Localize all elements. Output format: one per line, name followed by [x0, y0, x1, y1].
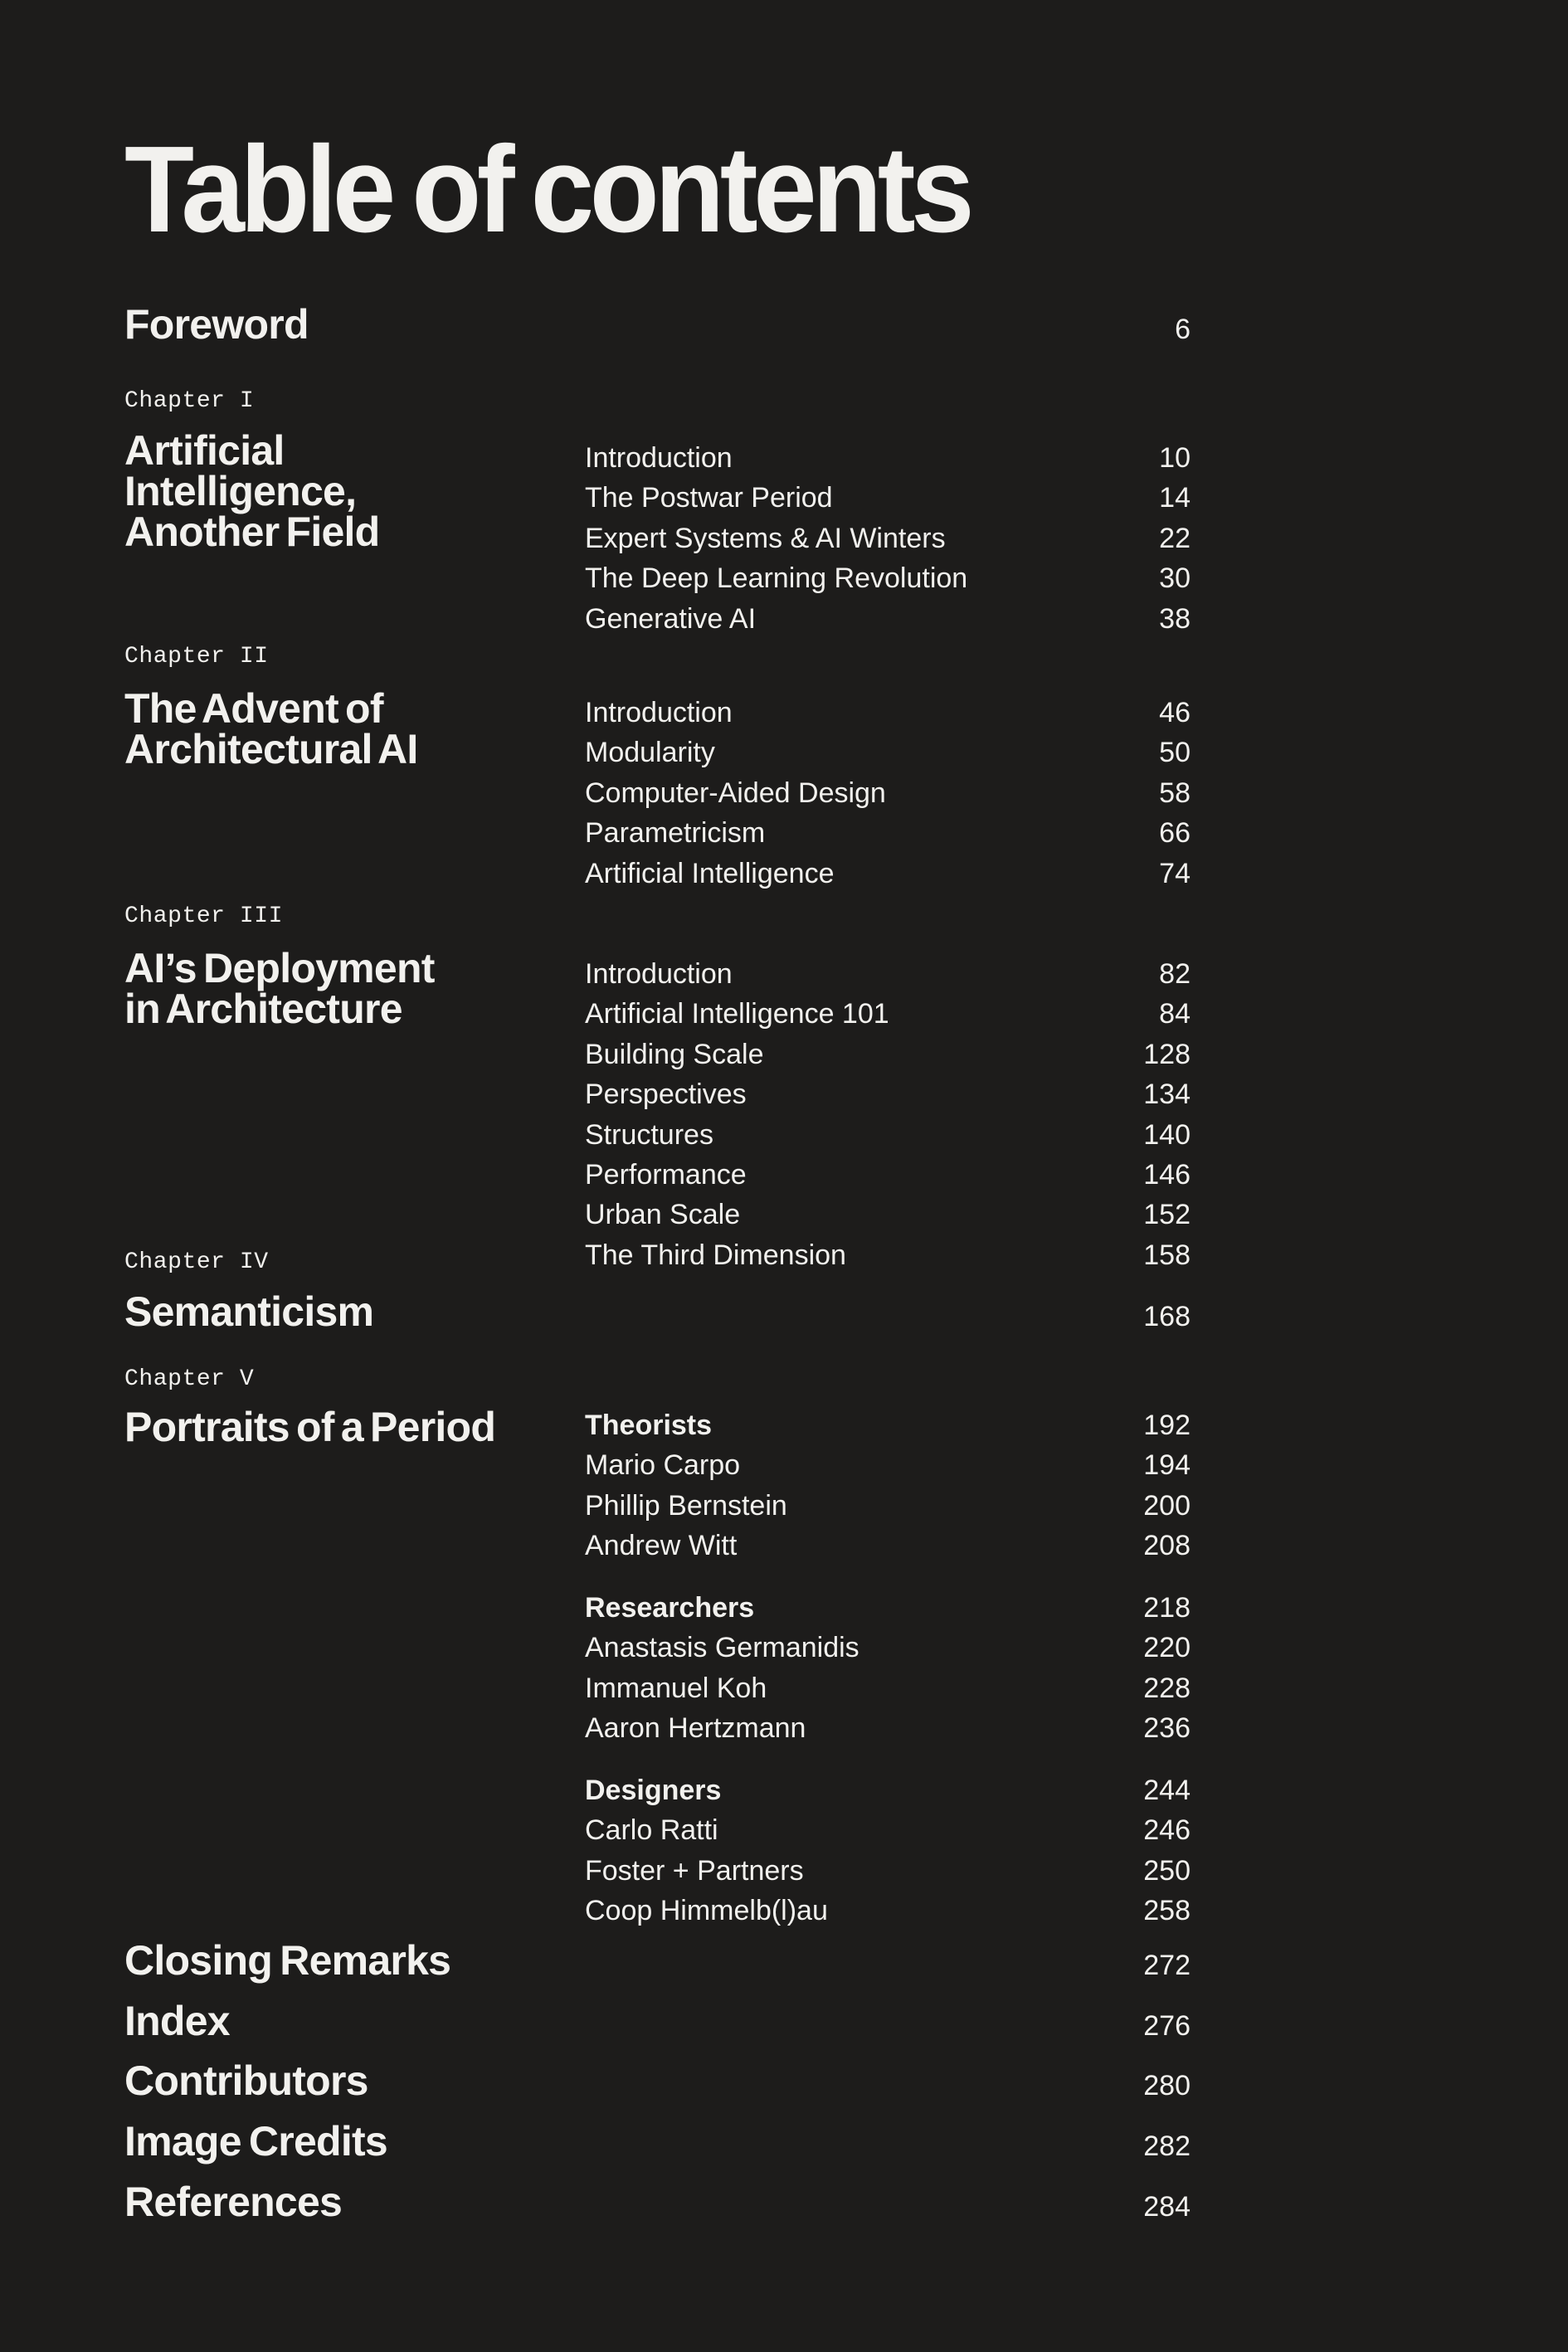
chapter-3-title [124, 945, 435, 1032]
toc-group-header-row [585, 1588, 1191, 1628]
toc-item-label: Immanuel Koh [585, 1672, 767, 1704]
toc-item-page-number: 14 [1159, 482, 1191, 514]
toc-group-header-label: Theorists [585, 1410, 713, 1441]
toc-group-header-label: Researchers [585, 1592, 755, 1624]
toc-item-row [585, 1195, 1191, 1234]
chapter-3-label: Chapter III [124, 903, 283, 929]
toc-item-label: Foster + Partners [585, 1854, 804, 1887]
backmatter-page-number: 282 [1143, 2130, 1191, 2163]
chapter-2-label: Chapter II [124, 644, 269, 670]
backmatter-page-number: 276 [1143, 2009, 1191, 2042]
toc-item-row [585, 1445, 1191, 1485]
toc-item-page-number: 58 [1159, 777, 1191, 809]
backmatter-label: Index [124, 1997, 230, 2044]
toc-item-page-number: 10 [1159, 442, 1191, 474]
chapter-5-group-designers [585, 1770, 1191, 1931]
toc-item-page-number: 208 [1143, 1530, 1191, 1562]
chapter-1-label: Chapter I [124, 388, 255, 414]
toc-item-label: Structures [585, 1118, 713, 1151]
toc-item-label: Computer-Aided Design [585, 777, 886, 809]
toc-group-header-label: Designers [585, 1775, 722, 1806]
toc-item-page-number: 146 [1143, 1158, 1191, 1191]
chapter-4-title: Semanticism [124, 1288, 374, 1335]
toc-item-label: Perspectives [585, 1079, 747, 1111]
backmatter-row [124, 1931, 1191, 1991]
toc-item-label: Anastasis Germanidis [585, 1632, 859, 1664]
toc-item-label: The Postwar Period [585, 482, 833, 514]
chapter-2-title [124, 685, 418, 772]
toc-item-label: The Deep Learning Revolution [585, 562, 968, 595]
chapter-1-title-line: Artificial [124, 427, 285, 474]
toc-item-page-number: 194 [1143, 1449, 1191, 1482]
toc-item-label: Mario Carpo [585, 1449, 741, 1482]
toc-item-row [585, 438, 1191, 478]
toc-item-row [585, 733, 1191, 772]
toc-item-label: Introduction [585, 697, 733, 728]
toc-item-page-number: 220 [1143, 1632, 1191, 1664]
toc-item-row [585, 1235, 1191, 1275]
toc-item-row [585, 1810, 1191, 1850]
backmatter-list [124, 1931, 1191, 2232]
toc-group-header-page-number: 244 [1143, 1775, 1191, 1806]
toc-item-row [585, 478, 1191, 518]
toc-item-row [585, 1708, 1191, 1748]
backmatter-label: Image Credits [124, 2118, 387, 2165]
toc-item-label: Artificial Intelligence 101 [585, 998, 889, 1030]
backmatter-page-number: 280 [1143, 2070, 1191, 2102]
backmatter-label: References [124, 2178, 343, 2225]
chapter-1-title-line: Another Field [124, 509, 380, 555]
chapter-5-label: Chapter V [124, 1366, 255, 1392]
toc-item-page-number: 250 [1143, 1854, 1191, 1887]
toc-group-header-row [585, 1405, 1191, 1445]
toc-item-page-number: 236 [1143, 1712, 1191, 1745]
chapter-2-title-line: Architectural AI [124, 726, 418, 772]
toc-item-row [585, 1115, 1191, 1155]
toc-item-label: Aaron Hertzmann [585, 1712, 806, 1745]
toc-item-label: The Third Dimension [585, 1239, 846, 1271]
chapter-5-group-researchers [585, 1588, 1191, 1749]
toc-item-label: Urban Scale [585, 1199, 741, 1231]
toc-item-label: Expert Systems & AI Winters [585, 522, 946, 554]
toc-item-label: Building Scale [585, 1038, 764, 1070]
chapter-1-items [585, 438, 1191, 639]
chapter-4-page-number: 168 [1143, 1301, 1191, 1332]
toc-item-page-number: 66 [1159, 817, 1191, 850]
backmatter-row [124, 2051, 1191, 2111]
chapter-5-title [124, 1404, 496, 1450]
toc-item-label: Introduction [585, 442, 733, 474]
toc-item-page-number: 22 [1159, 522, 1191, 554]
toc-item-label: Phillip Bernstein [585, 1489, 787, 1522]
backmatter-row [124, 2111, 1191, 2172]
toc-item-label: Introduction [585, 958, 733, 990]
toc-item-row [585, 1851, 1191, 1891]
chapter-3-items [585, 954, 1191, 1275]
toc-item-page-number: 158 [1143, 1239, 1191, 1271]
toc-item-page-number: 200 [1143, 1489, 1191, 1522]
toc-item-row [585, 558, 1191, 598]
chapter-2-items [585, 693, 1191, 894]
chapter-3-title-line: AI’s Deployment [124, 945, 435, 991]
toc-item-page-number: 74 [1159, 857, 1191, 889]
toc-item-row [585, 1628, 1191, 1668]
chapter-2-title-line: The Advent of [124, 685, 383, 732]
toc-item-page-number: 128 [1143, 1038, 1191, 1070]
toc-item-page-number: 50 [1159, 737, 1191, 769]
toc-item-page-number: 38 [1159, 602, 1191, 635]
chapter-3-title-line: in Architecture [124, 986, 402, 1032]
page-title: Table of contents [124, 121, 971, 258]
toc-item-label: Andrew Witt [585, 1530, 738, 1562]
toc-item-row [585, 954, 1191, 994]
toc-item-label: Modularity [585, 737, 715, 769]
chapter-1-title-line: Intelligence, [124, 468, 357, 514]
toc-item-label: Parametricism [585, 817, 766, 850]
toc-item-row [585, 599, 1191, 639]
toc-item-page-number: 258 [1143, 1895, 1191, 1927]
foreword-page-number: 6 [1175, 314, 1191, 345]
toc-item-label: Carlo Ratti [585, 1814, 718, 1847]
toc-item-page-number: 46 [1159, 697, 1191, 728]
toc-item-page-number: 84 [1159, 998, 1191, 1030]
toc-item-page-number: 152 [1143, 1199, 1191, 1231]
toc-item-label: Performance [585, 1158, 747, 1191]
toc-item-page-number: 140 [1143, 1118, 1191, 1151]
backmatter-label: Closing Remarks [124, 1937, 451, 1984]
toc-item-row [585, 773, 1191, 813]
toc-item-row [585, 1074, 1191, 1114]
toc-group-header-page-number: 218 [1143, 1592, 1191, 1624]
toc-item-row [585, 1035, 1191, 1074]
backmatter-page-number: 284 [1143, 2190, 1191, 2223]
toc-item-row [585, 854, 1191, 894]
toc-item-page-number: 134 [1143, 1079, 1191, 1111]
toc-item-label: Generative AI [585, 602, 757, 635]
toc-item-page-number: 246 [1143, 1814, 1191, 1847]
chapter-5-title-line: Portraits of a Period [124, 1404, 496, 1450]
toc-item-page-number: 228 [1143, 1672, 1191, 1704]
chapter-4-label: Chapter IV [124, 1249, 269, 1275]
toc-item-row [585, 519, 1191, 558]
toc-item-row [585, 1526, 1191, 1566]
toc-item-row [585, 1486, 1191, 1526]
chapter-1-title [124, 427, 380, 555]
backmatter-label: Contributors [124, 2057, 368, 2105]
toc-item-row [585, 1155, 1191, 1195]
toc-item-page-number: 30 [1159, 562, 1191, 595]
toc-item-label: Coop Himmelb(l)au [585, 1895, 828, 1927]
toc-item-row [585, 693, 1191, 733]
chapter-5-group-theorists [585, 1405, 1191, 1566]
toc-group-header-page-number: 192 [1143, 1410, 1191, 1441]
foreword-label: Foreword [124, 301, 309, 348]
backmatter-row [124, 2172, 1191, 2233]
backmatter-row [124, 1991, 1191, 2052]
toc-item-row [585, 813, 1191, 853]
toc-item-row [585, 994, 1191, 1034]
toc-item-row [585, 1891, 1191, 1931]
toc-group-header-row [585, 1770, 1191, 1810]
toc-item-label: Artificial Intelligence [585, 857, 835, 889]
foreword-row [124, 301, 1191, 350]
toc-item-page-number: 82 [1159, 958, 1191, 990]
backmatter-page-number: 272 [1143, 1950, 1191, 1981]
chapter-4-row [124, 1288, 1191, 1337]
toc-item-row [585, 1668, 1191, 1708]
